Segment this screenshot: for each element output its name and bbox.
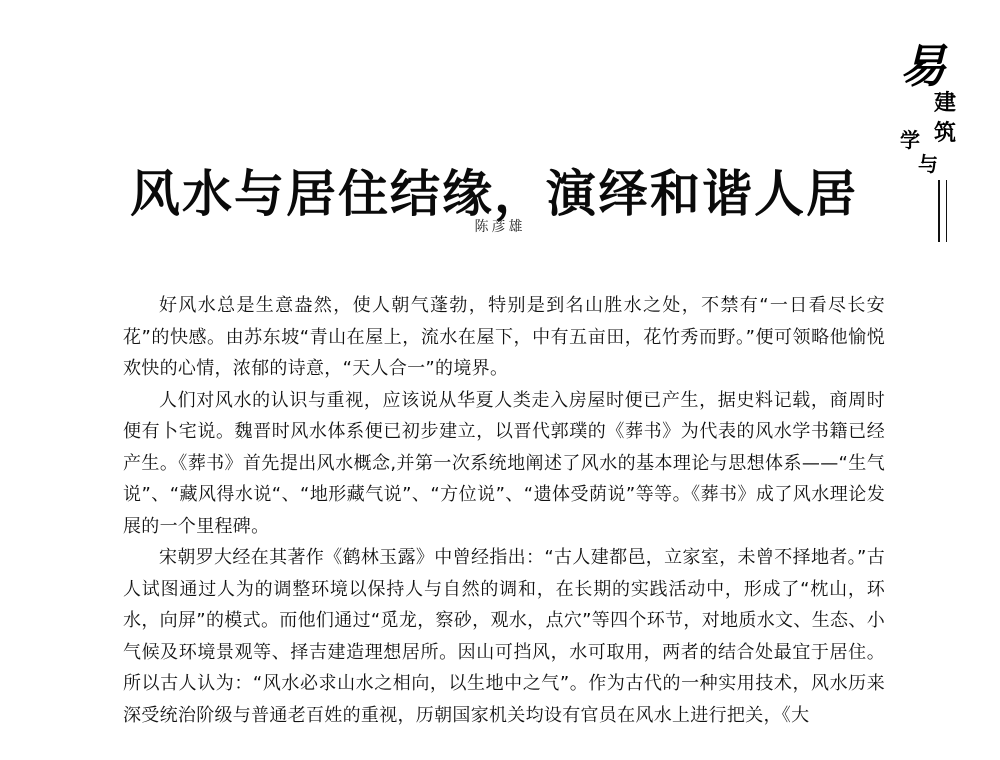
paragraph-1: 好风水总是生意盎然，使人朝气蓬勃，特别是到名山胜水之处，不禁有“一日看尽长安花”的快感。由苏东坡“青山在屋上，流水在屋下，中有五亩田，花竹秀而野。”便可领略他愉悦欢快的心情，浓郁的诗意，“天人合一”的境界。 <box>123 295 885 379</box>
column-logo-zhu: 筑 <box>934 121 957 146</box>
article-body <box>123 290 885 731</box>
article-title: 风水与居住结缘，演绎和谐人居 <box>130 164 858 223</box>
column-logo-jian: 建 <box>934 91 957 116</box>
article-author: 陈彦雄 <box>474 219 526 235</box>
paragraph-2: 人们对风水的认识与重视，应该说从华夏人类走入房屋时便已产生，据史料记载，商周时便有卜宅说。魏晋时风水体系便已初步建立，以晋代郭璞的《葬书》为代表的风水学书籍已经产生。《葬书》首先提出风水概念,并第一次系统地阐述了风水的基本理论与思想体系——“生气说”、“藏风得水说“、“地形藏气说”、“方位说”、“遗体受荫说”等等。《葬书》成了风水理论发展的一个里程碑。 <box>123 389 885 537</box>
column-logo-yi: 易 <box>900 39 946 93</box>
column-logo-yu: 与 <box>918 152 938 176</box>
paragraph-3: 宋朝罗大经在其著作《鹤林玉露》中曾经指出：“古人建都邑，立家室，未曾不择地者。”古人试图通过人为的调整环境以保持人与自然的调和，在长期的实践活动中，形成了“枕山，环水，向屏”的模式。而他们通过“觅龙，察砂，观水，点穴”等四个环节，对地质水文、生态、小气候及环境景观等、择吉建造理想居所。因山可挡风，水可取用，两者的结合处最宜于居住。所以古人认为：“风水必求山水之相向，以生地中之气”。作为古代的一种实用技术，风水历来深受统治阶级与普通老百姓的重视，历朝国家机关均设有官员在风水上进行把关，《大 <box>123 547 885 726</box>
column-logo-xue: 学 <box>900 128 920 152</box>
